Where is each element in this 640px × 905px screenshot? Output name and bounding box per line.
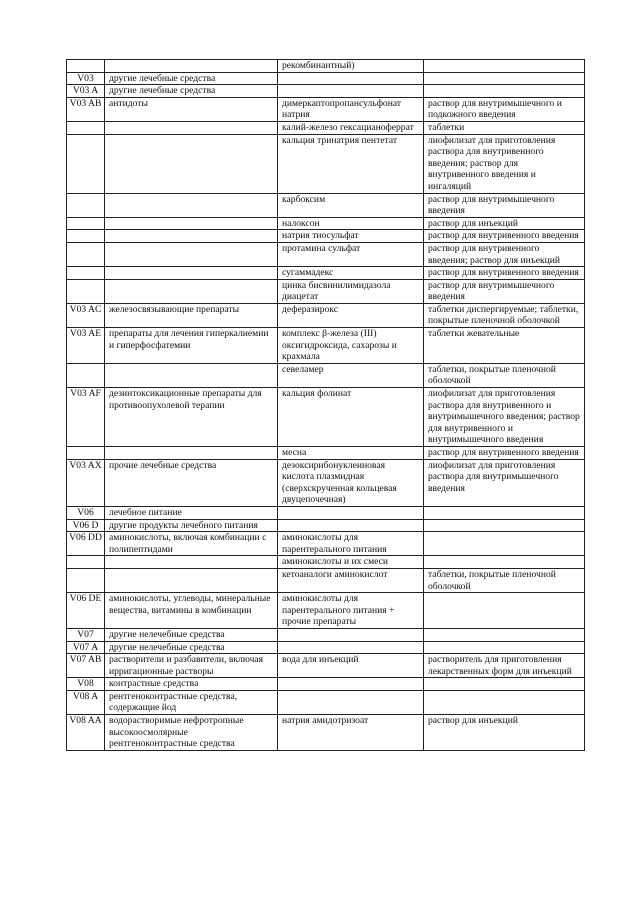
dosage-form-cell: раствор для инъекций	[424, 715, 585, 751]
dosage-form-cell	[424, 556, 585, 569]
table-row	[67, 532, 585, 556]
table-row	[67, 328, 585, 364]
atc-group-cell	[105, 568, 278, 592]
atc-group-cell: другие нелечебные средства	[105, 628, 278, 641]
dosage-form-cell: раствор для внутривенного введения	[424, 267, 585, 280]
atc-group-cell: аминокислоты, углеводы, минеральные вещества, витамины в комбинации	[105, 593, 278, 629]
drug-name-cell: рекомбинантный)	[278, 60, 424, 73]
dosage-form-cell: лиофилизат для приготовления раствора для внутривенного и внутримышечного введения; раствор для внутривенного и внутримышечного введения	[424, 388, 585, 447]
atc-group-cell	[105, 60, 278, 73]
atc-code-cell: V03 AE	[67, 328, 105, 364]
drug-name-cell	[278, 72, 424, 85]
dosage-form-cell: таблетки, покрытые пленочной оболочкой	[424, 363, 585, 387]
table-row	[67, 363, 585, 387]
dosage-form-cell: лиофилизат для приготовления раствора для внутривенного введения; раствор для внутривенного введения и ингаляций	[424, 134, 585, 193]
atc-group-cell: прочие лечебные средства	[105, 459, 278, 506]
dosage-form-cell: раствор для внутримышечного введения	[424, 193, 585, 217]
atc-group-cell	[105, 217, 278, 230]
atc-group-cell: лечебное питание	[105, 506, 278, 519]
dosage-form-cell: таблетки диспергируемые; таблетки, покрытые пленочной оболочкой	[424, 303, 585, 327]
drug-name-cell: вода для инъекций	[278, 654, 424, 678]
atc-group-cell: другие лечебные средства	[105, 85, 278, 98]
atc-code-cell: V06	[67, 506, 105, 519]
atc-code-cell: V06 D	[67, 519, 105, 532]
dosage-form-cell: раствор для инъекций	[424, 217, 585, 230]
atc-group-cell: другие продукты лечебного питания	[105, 519, 278, 532]
drug-name-cell: дезоксирибонуклеиновая кислота плазмидная (сверхскрученная кольцевая двуцепочечная)	[278, 459, 424, 506]
atc-code-cell	[67, 568, 105, 592]
drug-name-cell: димеркаптопропансульфонат натрия	[278, 97, 424, 121]
dosage-form-cell	[424, 72, 585, 85]
atc-code-cell	[67, 60, 105, 73]
atc-code-cell	[67, 279, 105, 303]
table-row	[67, 715, 585, 751]
atc-code-cell	[67, 230, 105, 243]
drug-name-cell: натрия амидотризоат	[278, 715, 424, 751]
atc-code-cell: V07 A	[67, 641, 105, 654]
atc-code-cell: V03 AX	[67, 459, 105, 506]
atc-code-cell: V03 AC	[67, 303, 105, 327]
atc-code-cell: V07 AB	[67, 654, 105, 678]
dosage-form-cell	[424, 85, 585, 98]
atc-group-cell: рентгеноконтрастные средства, содержащие йод	[105, 690, 278, 714]
atc-code-cell: V08 A	[67, 690, 105, 714]
dosage-form-cell	[424, 593, 585, 629]
dosage-form-cell: лиофилизат для приготовления раствора для внутримышечного введения	[424, 459, 585, 506]
atc-code-cell	[67, 447, 105, 460]
table-row	[67, 388, 585, 447]
table-row	[67, 447, 585, 460]
dosage-form-cell	[424, 60, 585, 73]
drug-name-cell: кальция тринатрия пентетат	[278, 134, 424, 193]
atc-code-cell	[67, 363, 105, 387]
atc-group-cell: растворители и разбавители, включая ирригационные растворы	[105, 654, 278, 678]
drug-name-cell: протамина сульфат	[278, 242, 424, 266]
table-row	[67, 279, 585, 303]
table-row	[67, 193, 585, 217]
table-row	[67, 303, 585, 327]
drug-name-cell: комплекс β-железа (III) оксигидроксида, сахарозы и крахмала	[278, 328, 424, 364]
table-row	[67, 593, 585, 629]
atc-code-cell	[67, 121, 105, 134]
table-row	[67, 121, 585, 134]
dosage-form-cell: растворитель для приготовления лекарственных форм для инъекций	[424, 654, 585, 678]
drug-name-cell: кальция фолинат	[278, 388, 424, 447]
table-row	[67, 654, 585, 678]
atc-group-cell	[105, 121, 278, 134]
atc-group-cell: препараты для лечения гиперкалиемии и гиперфосфатемии	[105, 328, 278, 364]
atc-group-cell	[105, 447, 278, 460]
atc-group-cell	[105, 242, 278, 266]
table-row	[67, 459, 585, 506]
drug-name-cell: месна	[278, 447, 424, 460]
drug-name-cell: цинка бисвинилимидазола диацетат	[278, 279, 424, 303]
atc-group-cell: другие лечебные средства	[105, 72, 278, 85]
atc-group-cell: аминокислоты, включая комбинации с полипептидами	[105, 532, 278, 556]
atc-code-cell	[67, 556, 105, 569]
atc-group-cell	[105, 556, 278, 569]
atc-group-cell	[105, 363, 278, 387]
atc-group-cell: контрастные средства	[105, 678, 278, 691]
drug-name-cell: натрия тиосульфат	[278, 230, 424, 243]
drug-name-cell: карбоксим	[278, 193, 424, 217]
table-row	[67, 60, 585, 73]
atc-group-cell	[105, 134, 278, 193]
atc-code-cell	[67, 242, 105, 266]
table-row	[67, 97, 585, 121]
dosage-form-cell: раствор для внутримышечного введения	[424, 279, 585, 303]
atc-code-cell: V03	[67, 72, 105, 85]
table-row	[67, 242, 585, 266]
atc-code-cell: V06 DE	[67, 593, 105, 629]
atc-group-cell	[105, 279, 278, 303]
table-row	[67, 267, 585, 280]
drug-name-cell: аминокислоты и их смеси	[278, 556, 424, 569]
drug-name-cell: сугаммадекс	[278, 267, 424, 280]
atc-group-cell	[105, 193, 278, 217]
dosage-form-cell: таблетки	[424, 121, 585, 134]
atc-code-cell: V08 AA	[67, 715, 105, 751]
dosage-form-cell: раствор для внутримышечного и подкожного введения	[424, 97, 585, 121]
table-row	[67, 628, 585, 641]
atc-group-cell: антидоты	[105, 97, 278, 121]
drug-name-cell: севеламер	[278, 363, 424, 387]
drug-name-cell	[278, 628, 424, 641]
atc-group-cell: дезинтоксикационные препараты для противоопухолевой терапии	[105, 388, 278, 447]
atc-code-cell: V03 AF	[67, 388, 105, 447]
atc-group-cell: водорастворимые нефротропные высокоосмолярные рентгеноконтрастные средства	[105, 715, 278, 751]
drug-name-cell	[278, 85, 424, 98]
atc-code-cell: V07	[67, 628, 105, 641]
atc-code-cell: V06 DD	[67, 532, 105, 556]
atc-code-cell	[67, 267, 105, 280]
drug-registry-table	[66, 59, 585, 751]
dosage-form-cell: таблетки жевательные	[424, 328, 585, 364]
table-row	[67, 641, 585, 654]
drug-name-cell: аминокислоты для парентерального питания + прочие препараты	[278, 593, 424, 629]
table-row	[67, 690, 585, 714]
dosage-form-cell: раствор для внутривенного введения	[424, 230, 585, 243]
table-row	[67, 72, 585, 85]
table-row	[67, 556, 585, 569]
table-row	[67, 678, 585, 691]
atc-code-cell	[67, 217, 105, 230]
dosage-form-cell	[424, 678, 585, 691]
drug-name-cell	[278, 506, 424, 519]
table-row	[67, 134, 585, 193]
document-page	[66, 59, 584, 751]
dosage-form-cell: таблетки, покрытые пленочной оболочкой	[424, 568, 585, 592]
atc-group-cell: железосвязывающие препараты	[105, 303, 278, 327]
drug-name-cell	[278, 641, 424, 654]
table-row	[67, 217, 585, 230]
drug-name-cell: аминокислоты для парентерального питания	[278, 532, 424, 556]
table-row	[67, 506, 585, 519]
table-row	[67, 568, 585, 592]
table-row	[67, 519, 585, 532]
dosage-form-cell: раствор для внутривенного введения	[424, 447, 585, 460]
drug-name-cell	[278, 678, 424, 691]
dosage-form-cell	[424, 641, 585, 654]
dosage-form-cell	[424, 506, 585, 519]
atc-code-cell: V03 A	[67, 85, 105, 98]
atc-code-cell: V03 AB	[67, 97, 105, 121]
dosage-form-cell	[424, 519, 585, 532]
atc-code-cell	[67, 134, 105, 193]
drug-name-cell	[278, 519, 424, 532]
drug-name-cell: кетоаналоги аминокислот	[278, 568, 424, 592]
atc-group-cell	[105, 230, 278, 243]
table-row	[67, 230, 585, 243]
drug-name-cell: налоксон	[278, 217, 424, 230]
dosage-form-cell	[424, 532, 585, 556]
dosage-form-cell: раствор для внутривенного введения; раствор для инъекций	[424, 242, 585, 266]
drug-name-cell: калий-железо гексацианоферрат	[278, 121, 424, 134]
drug-name-cell	[278, 690, 424, 714]
dosage-form-cell	[424, 628, 585, 641]
drug-name-cell: деферазирокс	[278, 303, 424, 327]
atc-code-cell	[67, 193, 105, 217]
atc-group-cell	[105, 267, 278, 280]
table-row	[67, 85, 585, 98]
dosage-form-cell	[424, 690, 585, 714]
atc-code-cell: V08	[67, 678, 105, 691]
atc-group-cell: другие нелечебные средства	[105, 641, 278, 654]
